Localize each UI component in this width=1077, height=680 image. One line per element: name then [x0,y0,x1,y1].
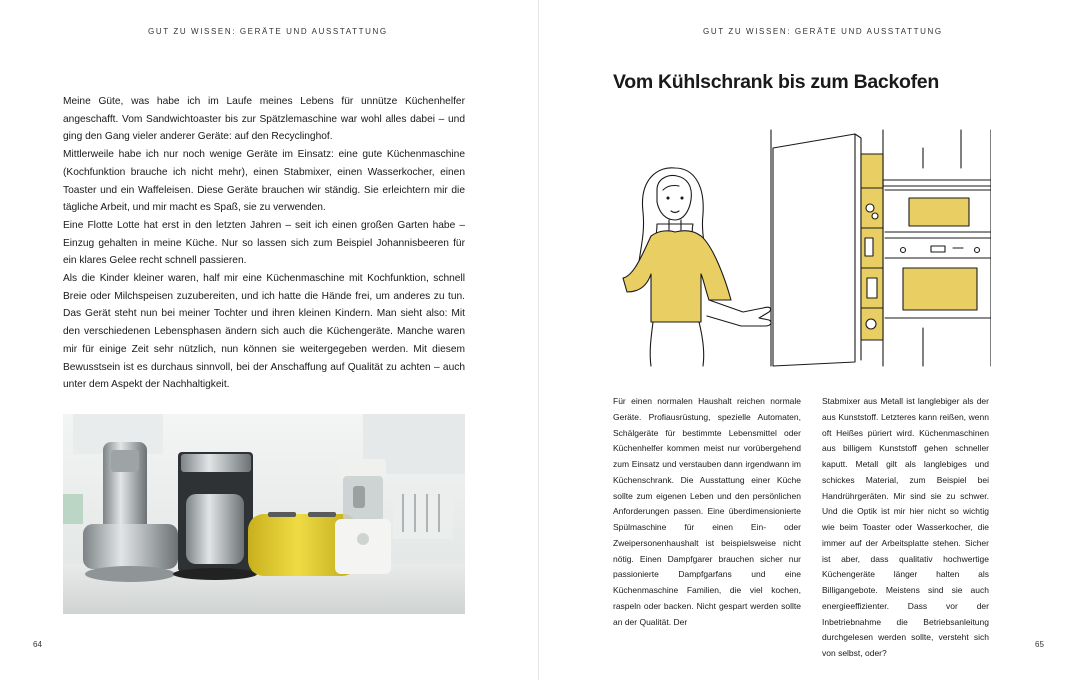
paragraph-3: Eine Flotte Lotte hat erst in den letzten Jahren – seit ich einen großen Garten habe – Einzug gehalten in meine Küche. Nur so lassen sich zum Beispiel Johannisbeeren für ein klares Gelee recht schnell passieren. [63,219,465,267]
appliances-photo-drawing [63,414,465,614]
fridge-oven-line-drawing [613,128,991,370]
column-1-text: Für einen normalen Haushalt reichen normale Geräte. Profiausrüstung, spezielle Automaten, Schälgeräte für bestimmte Lebensmittel oder Küchenhelfer kommen meist nur vorübergehend zum Einsatz und verstauben dann irgendwann im Küchenschrank. Die Ausstattung einer Küche sollte zum eigenen Leben und den persönlichen Anforderungen passen. Eine überdimensionierte Spülmaschine für einen Ein- oder Zweipersonenhaushalt ist beispielsweise nicht nötig. Einen Dampfgarer brauchen sicher nur passionierte Dampfgarfans und eine Küchenmaschine Familien, die viel kochen, raspeln oder backen. Nicht gespart werden sollte an der Qualität. Der [613,396,801,627]
text-column-2 [822,394,989,662]
page-number-right: 65 [1035,640,1044,649]
paragraph-2: Mittlerweile habe ich nur noch wenige Geräte im Einsatz: eine gute Küchenmaschine (Kochfunktion brauche ich nicht mehr), einen Stabmixer, einen Wasserkocher, einen Toaster und ein Waffeleisen. Diese Geräte brauchen wir ständig. Sie erleichtern mir die tägliche Arbeit, und mir macht es Spaß, sie zu verwenden. [63,149,465,214]
kitchen-appliances-photo [63,414,465,614]
chapter-headline: Vom Kühlschrank bis zum Backofen [613,71,939,93]
page-number-left: 64 [33,640,42,649]
right-page [539,0,1077,680]
intro-text [63,93,465,394]
woman-opening-fridge-illustration [613,128,991,370]
running-head-left: GUT ZU WISSEN: GERÄTE UND AUSSTATTUNG [148,27,388,36]
running-head-right: GUT ZU WISSEN: GERÄTE UND AUSSTATTUNG [703,27,943,36]
text-column-1 [613,394,801,630]
paragraph-4: Als die Kinder kleiner waren, half mir eine Küchenmaschine mit Kochfunktion, schnell Breie oder Milchspeisen zuzubereiten, und ich hatte die Hände frei, um anderes zu tun. Das Gerät steht nun bei meiner Tochter und ihren kleinen Kindern. Man sieht also: Mit den verschiedenen Lebensphasen ändern sich auch die Küchengeräte. Manche waren mir für einige Zeit sehr nützlich, nun können sie weitergegeben werden. Mit diesem Bewusstsein ist es durchaus sinnvoll, bei der Anschaffung auf Qualität zu achten – auch unter dem Aspekt der Nachhaltigkeit. [63,273,465,391]
paragraph-1: Meine Güte, was habe ich im Laufe meines Lebens für unnütze Küchenhelfer angeschafft. Vom Sandwichtoaster bis zur Spätzlemaschine war wohl alles dabei – und ging den Gang vieler anderer Geräte: auf den Recyclinghof. [63,96,465,143]
left-page [0,0,538,680]
column-2-text: Stabmixer aus Metall ist langlebiger als der aus Kunststoff. Letzteres kann reißen, wenn oft Heißes püriert wird. Küchenmaschinen aus billigem Kunststoff gehen schneller kaputt. Metall gilt als langlebiges und schickes Material, zum Beispiel bei Handrührgeräten. Mir sind sie zu schwer. Und die Optik ist mir hier nicht so wichtig wie beim Toaster oder Wasserkocher, die immer auf der Arbeitsplatte stehen. Sicher ist aber, dass qualitativ hochwertige Küchengeräte länger halten als Billigangebote. Meistens sind sie auch energieeffizienter. Dass vor der Inbetriebnahme die Betriebsanleitung durchgelesen werden sollte, versteht sich von selbst, oder? [822,396,989,658]
